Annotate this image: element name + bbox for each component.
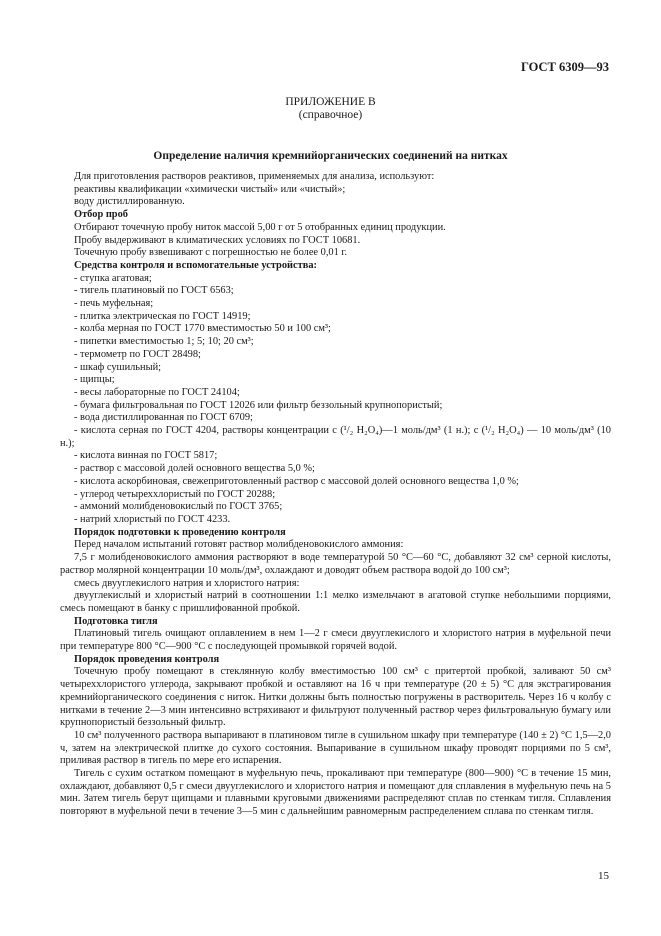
- procedure-paragraph: Тигель с сухим остатком помещают в муфельную печь, прокаливают при температуре (800—900) °С в течение 15 мин, охлаждают, добавляют 0,5 г смеси двууглекислого и хлористого натрия и помещают для сплавления в муфельную печь на 5 мин. Затем тигель берут щипцами и плавными круговыми движениями распределяют сплав по стенкам тигля. Сплавления повторяют в муфельной печи в течение 3—5 мин с дальнейшим равномерным распределением сплава по стенкам тигля.: [60, 768, 611, 818]
- equipment-item: - весы лабораторные по ГОСТ 24104;: [74, 386, 240, 398]
- section-heading-sampling: Отбор проб: [74, 209, 128, 221]
- section-heading-preparation: Порядок подготовки к проведению контроля: [74, 526, 286, 538]
- equipment-item: - вода дистиллированная по ГОСТ 6709;: [74, 412, 253, 424]
- equipment-item: - кислота серная по ГОСТ 4204, растворы концентрации с (¹/₂ H₂O₄)—1 моль/дм³ (1 н.); с (¹/₂ H₂O₄) — 10 моль/дм³ (10 н.);: [60, 425, 611, 449]
- equipment-item: - щипцы;: [74, 374, 115, 386]
- equipment-item: - плитка электрическая по ГОСТ 14919;: [74, 310, 251, 322]
- sampling-line: Отбирают точечную пробу ниток массой 5,00 г от 5 отобранных единиц продукции.: [74, 221, 446, 233]
- equipment-item: - кислота винная по ГОСТ 5817;: [74, 450, 218, 462]
- equipment-item: - пипетки вместимостью 1; 5; 10; 20 см³;: [74, 336, 254, 348]
- document-code: ГОСТ 6309—93: [520, 60, 609, 74]
- equipment-item: - шкаф сушильный;: [74, 361, 162, 373]
- equipment-item: - тигель платиновый по ГОСТ 6563;: [74, 285, 234, 297]
- preparation-paragraph: смесь двууглекислого натрия и хлористого натрия:: [74, 577, 300, 589]
- intro-line: Для приготовления растворов реактивов, применяемых для анализа, используют:: [74, 171, 435, 182]
- appendix-title: ПРИЛОЖЕНИЕ В: [285, 96, 376, 108]
- section-heading-procedure: Порядок проведения контроля: [74, 653, 220, 665]
- preparation-paragraph: 7,5 г молибденовокислого аммония растворяют в воде температурой 50 °С—60 °С, добавляют 32 см³ серной кислоты, раствор молярной концентрации 10 моль/дм³, охлаждают и доводят объем раствора водой до 100 см³;: [60, 552, 611, 576]
- document-title: Определение наличия кремнийорганических соединений на нитках: [153, 150, 508, 162]
- page-number: 15: [598, 870, 609, 882]
- intro-line: реактивы квалификации «химически чистый» или «чистый»;: [74, 183, 346, 195]
- procedure-paragraph: Точечную пробу помещают в стеклянную колбу вместимостью 100 см³ с притертой пробкой, заливают 50 см³ четыреххлористого углерода, закрывают пробкой и оставляют на 16 ч при температуре (20 ± 5) °С для экстрагирования кремнийорганического соединения с ниток. Нитки должны быть полностью погружены в растворитель. Через 16 ч колбу с нитками в течение 2—3 мин интенсивно встряхивают и фильтруют полученный раствор через фильтровальную бумагу или крупнопористый беззольный фильтр.: [60, 666, 611, 729]
- equipment-item: - термометр по ГОСТ 28498;: [74, 348, 201, 360]
- equipment-item: - углерод четыреххлористый по ГОСТ 20288;: [74, 488, 276, 500]
- equipment-item: - натрий хлористый по ГОСТ 4233.: [74, 513, 231, 525]
- procedure-paragraph: 10 см³ полученного раствора выпаривают в платиновом тигле в сушильном шкафу при температуре (140 ± 2) °С 1,5—2,0 ч, затем на электрической плитке до сухого состояния. Выпаривание в сушильном шкафу проводят порциями по 5 см³, приливая раствор в тигель по мере его испарения.: [60, 729, 611, 767]
- equipment-item: - ступка агатовая;: [74, 272, 152, 284]
- equipment-item: - бумага фильтровальная по ГОСТ 12026 или фильтр беззольный крупнопористый;: [74, 399, 443, 411]
- intro-line: воду дистиллированную.: [74, 196, 185, 208]
- section-heading-equipment: Средства контроля и вспомогательные устройства:: [74, 259, 317, 271]
- equipment-item: - раствор с массовой долей основного вещества 5,0 %;: [74, 463, 315, 475]
- section-heading-crucible: Подготовка тигля: [74, 615, 158, 627]
- appendix-subtitle: (справочное): [298, 109, 363, 121]
- preparation-paragraph: двууглекислый и хлористый натрий в соотношении 1:1 мелко измельчают в агатовой ступке небольшими порциями, смесь помещают в банку с пришлифованной пробкой.: [60, 590, 611, 614]
- equipment-item: - аммоний молибденовокислый по ГОСТ 3765;: [74, 501, 283, 513]
- crucible-paragraph: Платиновый тигель очищают оплавлением в нем 1—2 г смеси двууглекислого и хлористого натрия в муфельной печи при температуре 800 °С—900 °С с последующей промывкой горячей водой.: [60, 628, 611, 653]
- document-body: [60, 171, 611, 819]
- preparation-paragraph: Перед началом испытаний готовят раствор молибденовокислого аммония:: [74, 539, 404, 551]
- equipment-item: - печь муфельная;: [74, 298, 154, 310]
- sampling-line: Точечную пробу взвешивают с погрешностью не более 0,01 г.: [74, 247, 348, 259]
- sampling-line: Пробу выдерживают в климатических условиях по ГОСТ 10681.: [74, 234, 361, 246]
- equipment-item: - кислота аскорбиновая, свежеприготовленный раствор с массовой долей основного вещества 1,0 %;: [74, 475, 519, 487]
- appendix-heading: [0, 96, 661, 122]
- equipment-item: - колба мерная по ГОСТ 1770 вместимостью 50 и 100 см³;: [74, 323, 331, 335]
